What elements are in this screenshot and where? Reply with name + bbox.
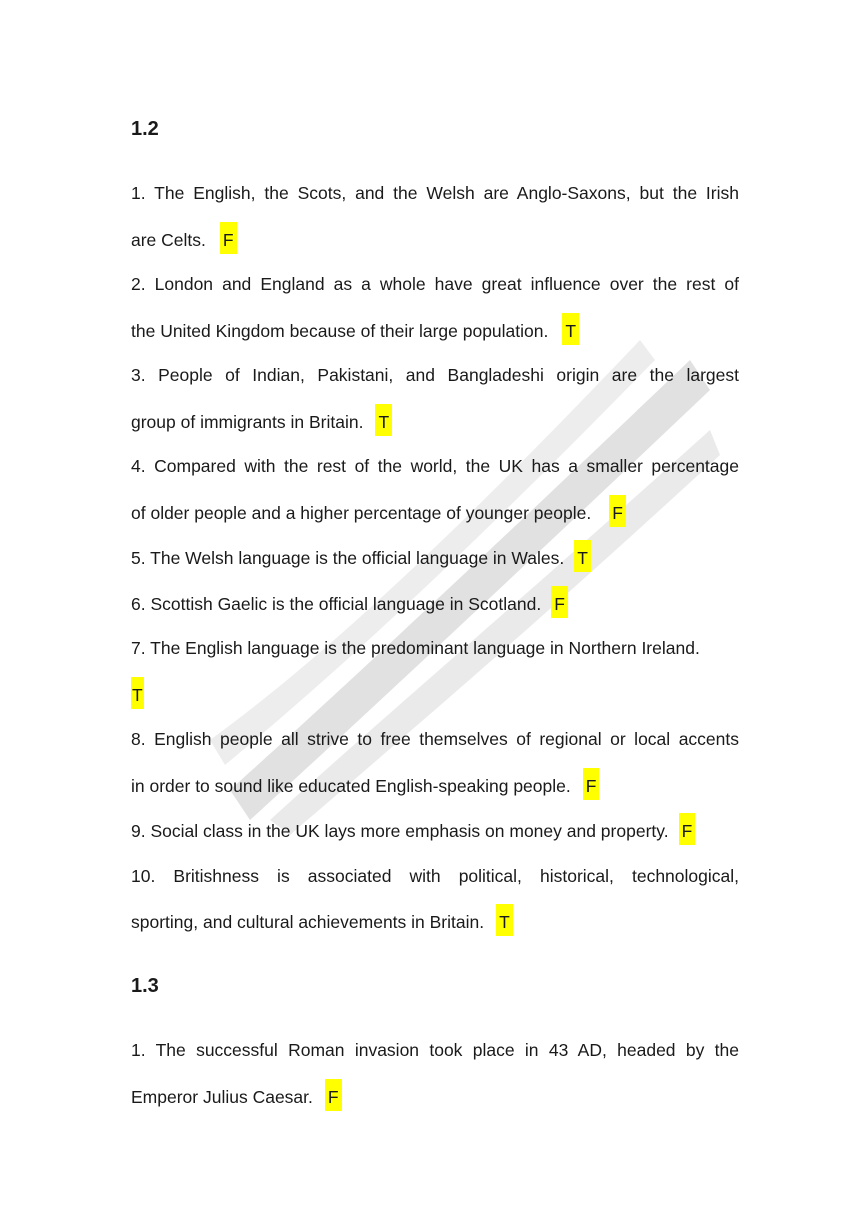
q4-line1: 4. Compared with the rest of the world, the UK has a smaller percentage [131, 456, 739, 476]
q2-line1: 2. London and England as a whole have great influence over the rest of [131, 274, 739, 294]
section-heading-1-3: 1.3 [131, 975, 159, 997]
s13-q1-line2-row [131, 1083, 739, 1111]
s13-q1-answer: F [325, 1079, 342, 1111]
s13-q1-line2: Emperor Julius Caesar. [131, 1087, 313, 1107]
section-heading-1-2: 1.2 [131, 118, 159, 140]
q5-answer: T [574, 540, 591, 572]
q2-line2: the United Kingdom because of their large population. [131, 321, 549, 341]
q3-line2: group of immigrants in Britain. [131, 412, 364, 432]
q8-line2-row [131, 772, 739, 800]
q6-line1: 6. Scottish Gaelic is the official language in Scotland. [131, 594, 542, 614]
q10-line2-row [131, 908, 739, 936]
q8-line2: in order to sound like educated English-speaking people. [131, 776, 571, 796]
q9-answer: F [679, 813, 696, 845]
s13-q1-line1: 1. The successful Roman invasion took place in 43 AD, headed by the [131, 1040, 739, 1060]
q10-line2: sporting, and cultural achievements in Britain. [131, 912, 485, 932]
q3-answer: T [375, 404, 392, 436]
q9-row [131, 817, 739, 845]
q5-row [131, 544, 739, 572]
q4-line2-row [131, 499, 739, 527]
q4-line2: of older people and a higher percentage of younger people. [131, 503, 592, 523]
q6-row [131, 590, 739, 618]
q1-answer: F [220, 222, 237, 254]
q6-answer: F [551, 586, 568, 618]
q5-line1: 5. The Welsh language is the official language in Wales. [131, 548, 565, 568]
q9-line1: 9. Social class in the UK lays more emphasis on money and property. [131, 821, 669, 841]
q8-line1: 8. English people all strive to free themselves of regional or local accents [131, 729, 739, 749]
q10-line1: 10. Britishness is associated with political, historical, technological, [131, 866, 739, 886]
q1-line2: are Celts. [131, 230, 206, 250]
q7-answer-row [131, 681, 739, 709]
q4-answer: F [609, 495, 626, 527]
q7-line1: 7. The English language is the predominant language in Northern Ireland. [131, 638, 700, 658]
q8-answer: F [583, 768, 600, 800]
q1-line2-row [131, 226, 739, 254]
q7-answer: T [131, 677, 144, 709]
q1-line1: 1. The English, the Scots, and the Welsh are Anglo-Saxons, but the Irish [131, 183, 739, 203]
q2-line2-row [131, 317, 739, 345]
q3-line2-row [131, 408, 739, 436]
watermark-brush-stroke [210, 320, 730, 840]
q3-line1: 3. People of Indian, Pakistani, and Bangladeshi origin are the largest [131, 365, 739, 385]
q10-answer: T [496, 904, 513, 936]
q2-answer: T [562, 313, 579, 345]
